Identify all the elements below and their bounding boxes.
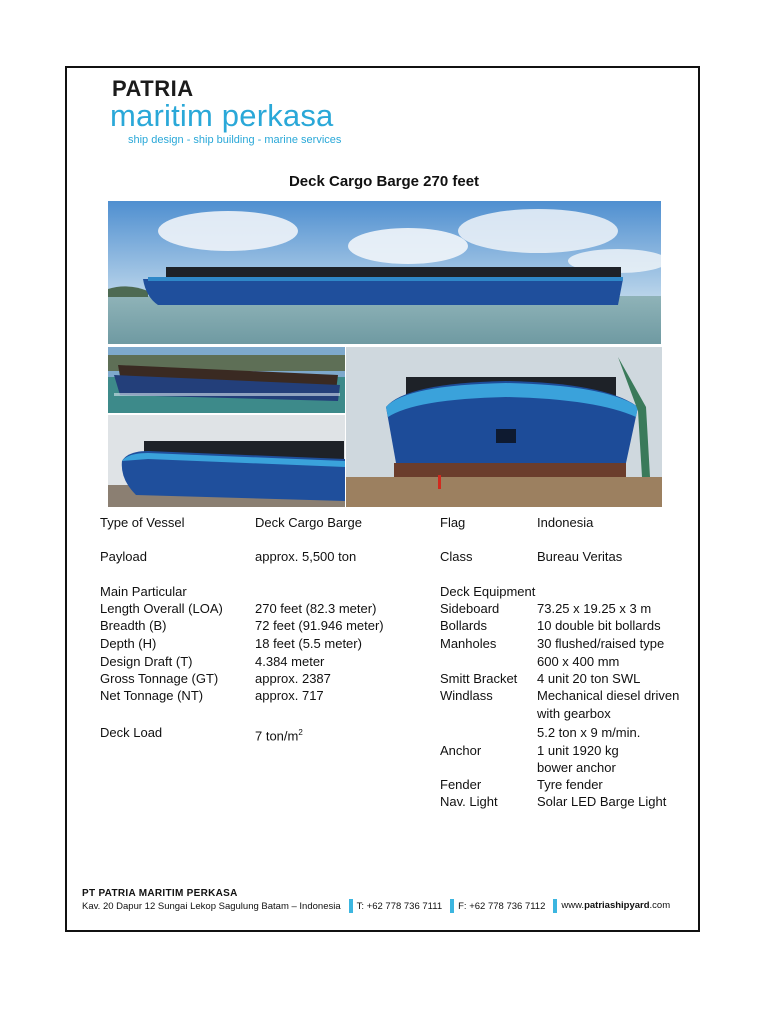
logo-wordmark-patria: PATRIA — [112, 76, 194, 101]
spec-deckload-label: Deck Load — [100, 725, 163, 740]
spec-navlight-value: Solar LED Barge Light — [537, 794, 667, 809]
spec-deckload-number: 7 ton/m — [255, 728, 299, 744]
spec-draft-value: 4.384 meter — [255, 654, 325, 669]
footer-separator-bar — [349, 899, 353, 913]
footer-separator-bar — [450, 899, 454, 913]
footer-website-domain: patriashipyard — [584, 900, 650, 912]
document-title: Deck Cargo Barge 270 feet — [288, 173, 480, 190]
spec-breadth-value: 72 feet (91.946 meter) — [255, 618, 384, 633]
spec-payload-label: Payload — [100, 549, 147, 564]
footer-address: Kav. 20 Dapur 12 Sungai Lekop Sagulung Batam – Indonesia — [82, 900, 341, 912]
spec-smitt-value: 4 unit 20 ton SWL — [537, 671, 641, 686]
spec-loa-value: 270 feet (82.3 meter) — [255, 601, 377, 616]
spec-gt-value: approx. 2387 — [255, 671, 331, 686]
spec-windlass-value: Mechanical diesel driven — [537, 688, 680, 703]
photo-barge-loaded-side — [108, 347, 345, 413]
spec-bollards-label: Bollards — [440, 618, 487, 633]
logo-wordmark-maritim-perkasa: maritim perkasa — [110, 98, 334, 133]
spec-manholes-label: Manholes — [440, 636, 497, 651]
spec-type-label: Type of Vessel — [100, 515, 185, 530]
spec-depth-value: 18 feet (5.5 meter) — [255, 636, 362, 651]
spec-windlass-gearbox: with gearbox — [537, 706, 611, 721]
photo-barge-launch — [108, 415, 345, 507]
spec-nt-value: approx. 717 — [255, 688, 324, 703]
spec-windlass-label: Windlass — [440, 688, 493, 703]
spec-payload-value: approx. 5,500 ton — [255, 549, 357, 564]
spec-nt-label: Net Tonnage (NT) — [100, 688, 204, 703]
spec-fender-label: Fender — [440, 777, 482, 792]
spec-gt-label: Gross Tonnage (GT) — [100, 671, 219, 686]
spec-type-value: Deck Cargo Barge — [255, 515, 362, 530]
footer-phone: T: +62 778 736 7111 — [356, 900, 443, 912]
footer-separator-bar — [553, 899, 557, 913]
spec-deckload-exponent: 2 — [298, 728, 303, 737]
spec-flag-label: Flag — [440, 515, 466, 530]
logo-tagline: ship design - ship building - marine services — [128, 134, 342, 146]
spec-flag-value: Indonesia — [537, 515, 594, 530]
spec-anchor-value: 1 unit 1920 kg — [537, 743, 619, 758]
photo-barge-at-sea — [108, 201, 661, 344]
spec-loa-label: Length Overall (LOA) — [100, 601, 223, 616]
photo-barge-bow-drydock — [346, 347, 662, 507]
spec-windlass-rating: 5.2 ton x 9 m/min. — [537, 725, 641, 740]
spec-class-label: Class — [440, 549, 473, 564]
main-particular-heading: Main Particular — [100, 584, 187, 599]
footer-website-prefix: www. — [561, 900, 585, 912]
footer-fax: F: +62 778 736 7112 — [458, 900, 546, 912]
spec-deckload-value — [255, 724, 303, 744]
spec-manholes-size: 600 x 400 mm — [537, 654, 620, 669]
spec-anchor-label: Anchor — [440, 743, 482, 758]
spec-smitt-label: Smitt Bracket — [440, 671, 518, 686]
footer-company-name: PT PATRIA MARITIM PERKASA — [82, 888, 238, 899]
footer-website[interactable] — [561, 900, 670, 911]
spec-anchor-type: bower anchor — [537, 760, 616, 775]
company-logo — [108, 76, 368, 148]
spec-class-value: Bureau Veritas — [537, 549, 623, 564]
spec-sideboard-label: Sideboard — [440, 601, 500, 616]
spec-sideboard-value: 73.25 x 19.25 x 3 m — [537, 601, 652, 616]
spec-bollards-value: 10 double bit bollards — [537, 618, 661, 633]
footer-contact-row — [82, 899, 670, 911]
spec-depth-label: Depth (H) — [100, 636, 157, 651]
spec-manholes-value: 30 flushed/raised type — [537, 636, 665, 651]
deck-equipment-heading: Deck Equipment — [440, 584, 536, 599]
footer-website-suffix: .com — [649, 900, 671, 912]
spec-fender-value: Tyre fender — [537, 777, 603, 792]
spec-navlight-label: Nav. Light — [440, 794, 498, 809]
spec-breadth-label: Breadth (B) — [100, 618, 167, 633]
spec-draft-label: Design Draft (T) — [100, 654, 193, 669]
